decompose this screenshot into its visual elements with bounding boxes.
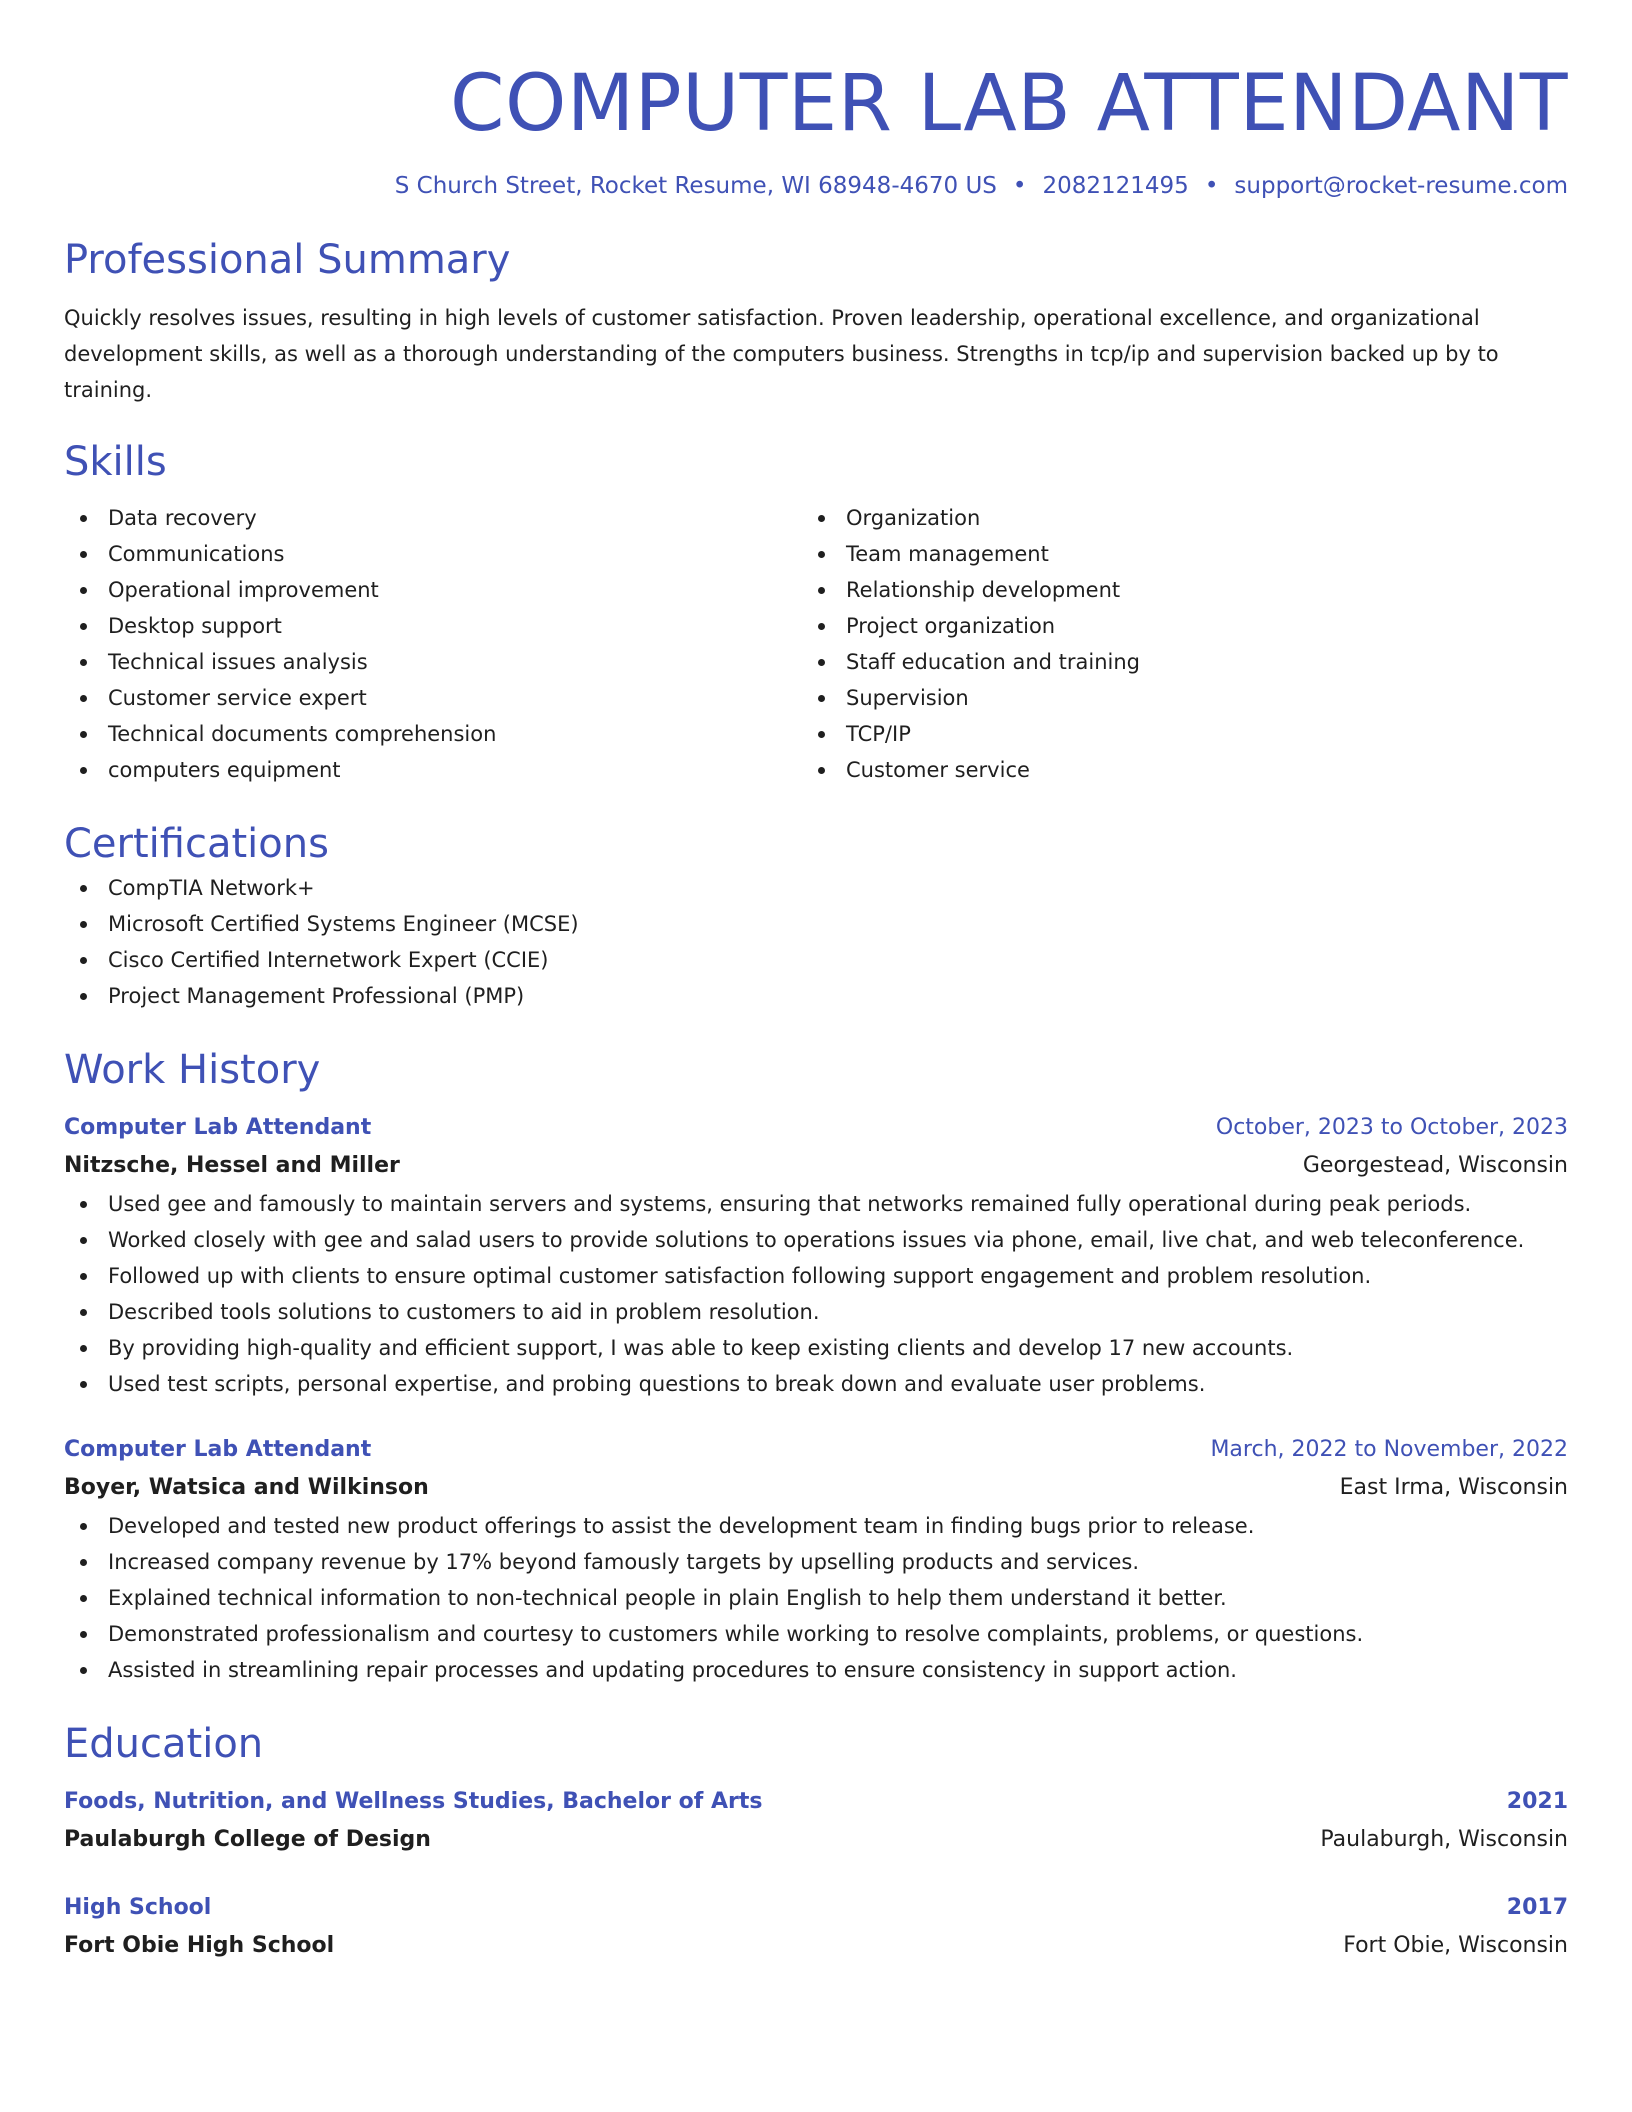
company-name: Boyer, Watsica and Wilkinson	[64, 1475, 429, 1500]
education-entry	[64, 1890, 1568, 1966]
list-item-text: Technical issues analysis	[108, 650, 368, 674]
school-location: Paulaburgh, Wisconsin	[1320, 1827, 1568, 1852]
summary-text: Quickly resolves issues, resulting in high levels of customer satisfaction. Proven leadership, operational excellence, and organizational development skills, as well as a thorough understanding of the computers business. Strengths in tcp/ip and supervision backed up by to training.	[64, 306, 1499, 402]
bullet-dot	[80, 659, 87, 666]
list-item-text: Supervision	[846, 686, 969, 710]
list-item	[64, 1186, 1568, 1222]
job-responsibilities	[64, 1508, 1568, 1688]
list-item-text: Staff education and training	[846, 650, 1140, 674]
list-item	[64, 752, 802, 788]
bullet-dot	[80, 885, 87, 892]
list-item-text: Organization	[846, 506, 981, 530]
job-title: Computer Lab Attendant	[64, 1115, 372, 1140]
contact-address: S Church Street, Rocket Resume, WI 68948-4670 US	[394, 173, 997, 199]
list-item	[64, 644, 802, 680]
list-item-text: Assisted in streamlining repair processes and updating procedures to ensure consistency in support action.	[108, 1658, 1237, 1682]
list-item	[64, 906, 1568, 942]
education-degree-row	[64, 1784, 1568, 1820]
list-item	[64, 1366, 1568, 1402]
school-name: Paulaburgh College of Design	[64, 1827, 431, 1852]
education-school-row	[64, 1820, 1568, 1860]
education-degree: Foods, Nutrition, and Wellness Studies, Bachelor of Arts	[64, 1789, 763, 1814]
list-item-text: Microsoft Certified Systems Engineer (MCSE)	[108, 912, 579, 936]
list-item-text: Communications	[108, 542, 285, 566]
company-name: Nitzsche, Hessel and Miller	[64, 1153, 400, 1178]
job-dates: March, 2022 to November, 2022	[1210, 1437, 1568, 1462]
job-location: East Irma, Wisconsin	[1339, 1475, 1568, 1500]
list-item	[64, 608, 802, 644]
list-item	[802, 752, 1540, 788]
education-year: 2017	[1506, 1895, 1568, 1920]
list-item	[64, 1258, 1568, 1294]
section-title-work-history: Work History	[64, 1047, 321, 1093]
bullet-dot	[80, 623, 87, 630]
bullet-dot	[80, 921, 87, 928]
list-item	[64, 1508, 1568, 1544]
education-list	[64, 1784, 1568, 1966]
list-item	[64, 1652, 1568, 1688]
list-item-text: Project Management Professional (PMP)	[108, 984, 525, 1008]
contact-email[interactable]: support@rocket-resume.com	[1234, 173, 1568, 199]
list-item-text: Described tools solutions to customers to aid in problem resolution.	[108, 1300, 820, 1324]
bullet-dot	[80, 1559, 87, 1566]
job-entry	[64, 1432, 1568, 1688]
resume-header	[64, 56, 1568, 202]
job-title-row	[64, 1110, 1568, 1146]
list-item	[64, 870, 1568, 906]
list-item	[802, 716, 1540, 752]
job-title-row	[64, 1432, 1568, 1468]
bullet-dot	[80, 587, 87, 594]
list-item	[802, 536, 1540, 572]
list-item-text: Customer service expert	[108, 686, 367, 710]
section-title-summary: Professional Summary	[64, 237, 511, 283]
list-item-text: Cisco Certified Internetwork Expert (CCIE)	[108, 948, 549, 972]
bullet-dot	[80, 1309, 87, 1316]
work-history-list	[64, 1110, 1568, 1688]
school-name: Fort Obie High School	[64, 1933, 335, 1958]
list-item	[64, 680, 802, 716]
list-item-text: Project organization	[846, 614, 1056, 638]
list-item-text: Customer service	[846, 758, 1030, 782]
bullet-dot	[80, 767, 87, 774]
list-item	[802, 644, 1540, 680]
list-item-text: Used gee and famously to maintain servers and systems, ensuring that networks remained fully operational during peak periods.	[108, 1192, 1472, 1216]
skills-grid	[64, 500, 1568, 788]
list-item	[64, 1330, 1568, 1366]
candidate-name: COMPUTER LAB ATTENDANT	[449, 59, 1568, 149]
section-title-skills: Skills	[64, 439, 167, 485]
list-item-text: Relationship development	[846, 578, 1121, 602]
bullet-dot	[818, 587, 825, 594]
list-item	[64, 1580, 1568, 1616]
skills-column-left	[64, 500, 802, 788]
education-degree: High School	[64, 1895, 212, 1920]
list-item	[64, 1294, 1568, 1330]
bullet-dot	[80, 1523, 87, 1530]
school-location: Fort Obie, Wisconsin	[1343, 1933, 1568, 1958]
list-item-text: Team management	[846, 542, 1049, 566]
education-school-row	[64, 1926, 1568, 1966]
list-item	[802, 608, 1540, 644]
bullet-dot	[80, 1273, 87, 1280]
list-item	[64, 978, 1568, 1014]
bullet-dot	[818, 623, 825, 630]
list-item-text: Operational improvement	[108, 578, 379, 602]
bullet-dot	[818, 731, 825, 738]
list-item-text: Increased company revenue by 17% beyond famously targets by upselling products and services.	[108, 1550, 1139, 1574]
bullet-dot	[80, 1345, 87, 1352]
education-year: 2021	[1506, 1789, 1568, 1814]
job-dates: October, 2023 to October, 2023	[1215, 1115, 1568, 1140]
contact-phone[interactable]: 2082121495	[1042, 173, 1189, 199]
bullet-dot	[80, 1595, 87, 1602]
list-item	[802, 500, 1540, 536]
list-item-text: CompTIA Network+	[108, 876, 315, 900]
bullet-dot	[80, 1631, 87, 1638]
contact-separator: •	[1204, 173, 1219, 199]
list-item-text: Data recovery	[108, 506, 257, 530]
bullet-dot	[80, 695, 87, 702]
bullet-dot	[80, 731, 87, 738]
job-responsibilities	[64, 1186, 1568, 1402]
bullet-dot	[80, 515, 87, 522]
job-company-row	[64, 1146, 1568, 1186]
skills-column-right	[802, 500, 1540, 788]
list-item	[64, 572, 802, 608]
education-entry	[64, 1784, 1568, 1860]
list-item-text: Used test scripts, personal expertise, and probing questions to break down and evaluate user problems.	[108, 1372, 1206, 1396]
list-item-text: Followed up with clients to ensure optimal customer satisfaction following support engagement and problem resolution.	[108, 1264, 1372, 1288]
job-entry	[64, 1110, 1568, 1402]
list-item-text: TCP/IP	[846, 722, 911, 746]
list-item-text: Desktop support	[108, 614, 282, 638]
bullet-dot	[818, 659, 825, 666]
list-item	[64, 942, 1568, 978]
bullet-dot	[80, 1667, 87, 1674]
list-item-text: Technical documents comprehension	[108, 722, 497, 746]
contact-separator: •	[1012, 173, 1027, 199]
job-company-row	[64, 1468, 1568, 1508]
list-item-text: Worked closely with gee and salad users to provide solutions to operations issues via phone, email, live chat, and web teleconference.	[108, 1228, 1525, 1252]
list-item	[802, 680, 1540, 716]
list-item	[64, 1616, 1568, 1652]
bullet-dot	[818, 515, 825, 522]
bullet-dot	[80, 957, 87, 964]
list-item-text: Explained technical information to non-technical people in plain English to help them understand it better.	[108, 1586, 1227, 1610]
list-item	[802, 572, 1540, 608]
certifications-list	[64, 870, 1568, 1014]
bullet-dot	[818, 551, 825, 558]
bullet-dot	[818, 695, 825, 702]
list-item-text: Developed and tested new product offerings to assist the development team in finding bugs prior to release.	[108, 1514, 1255, 1538]
job-location: Georgestead, Wisconsin	[1302, 1153, 1568, 1178]
bullet-dot	[80, 1237, 87, 1244]
contact-line	[64, 170, 1568, 202]
bullet-dot	[80, 993, 87, 1000]
education-degree-row	[64, 1890, 1568, 1926]
list-item	[64, 1544, 1568, 1580]
job-title: Computer Lab Attendant	[64, 1437, 372, 1462]
list-item	[64, 536, 802, 572]
list-item	[64, 1222, 1568, 1258]
section-title-education: Education	[64, 1721, 264, 1767]
section-title-certifications: Certifications	[64, 821, 329, 867]
list-item	[64, 500, 802, 536]
list-item-text: By providing high-quality and efficient support, I was able to keep existing clients and develop 17 new accounts.	[108, 1336, 1294, 1360]
list-item	[64, 716, 802, 752]
list-item-text: Demonstrated professionalism and courtesy to customers while working to resolve complaints, problems, or questions.	[108, 1622, 1364, 1646]
bullet-dot	[80, 1201, 87, 1208]
bullet-dot	[818, 767, 825, 774]
bullet-dot	[80, 551, 87, 558]
bullet-dot	[80, 1381, 87, 1388]
list-item-text: computers equipment	[108, 758, 341, 782]
